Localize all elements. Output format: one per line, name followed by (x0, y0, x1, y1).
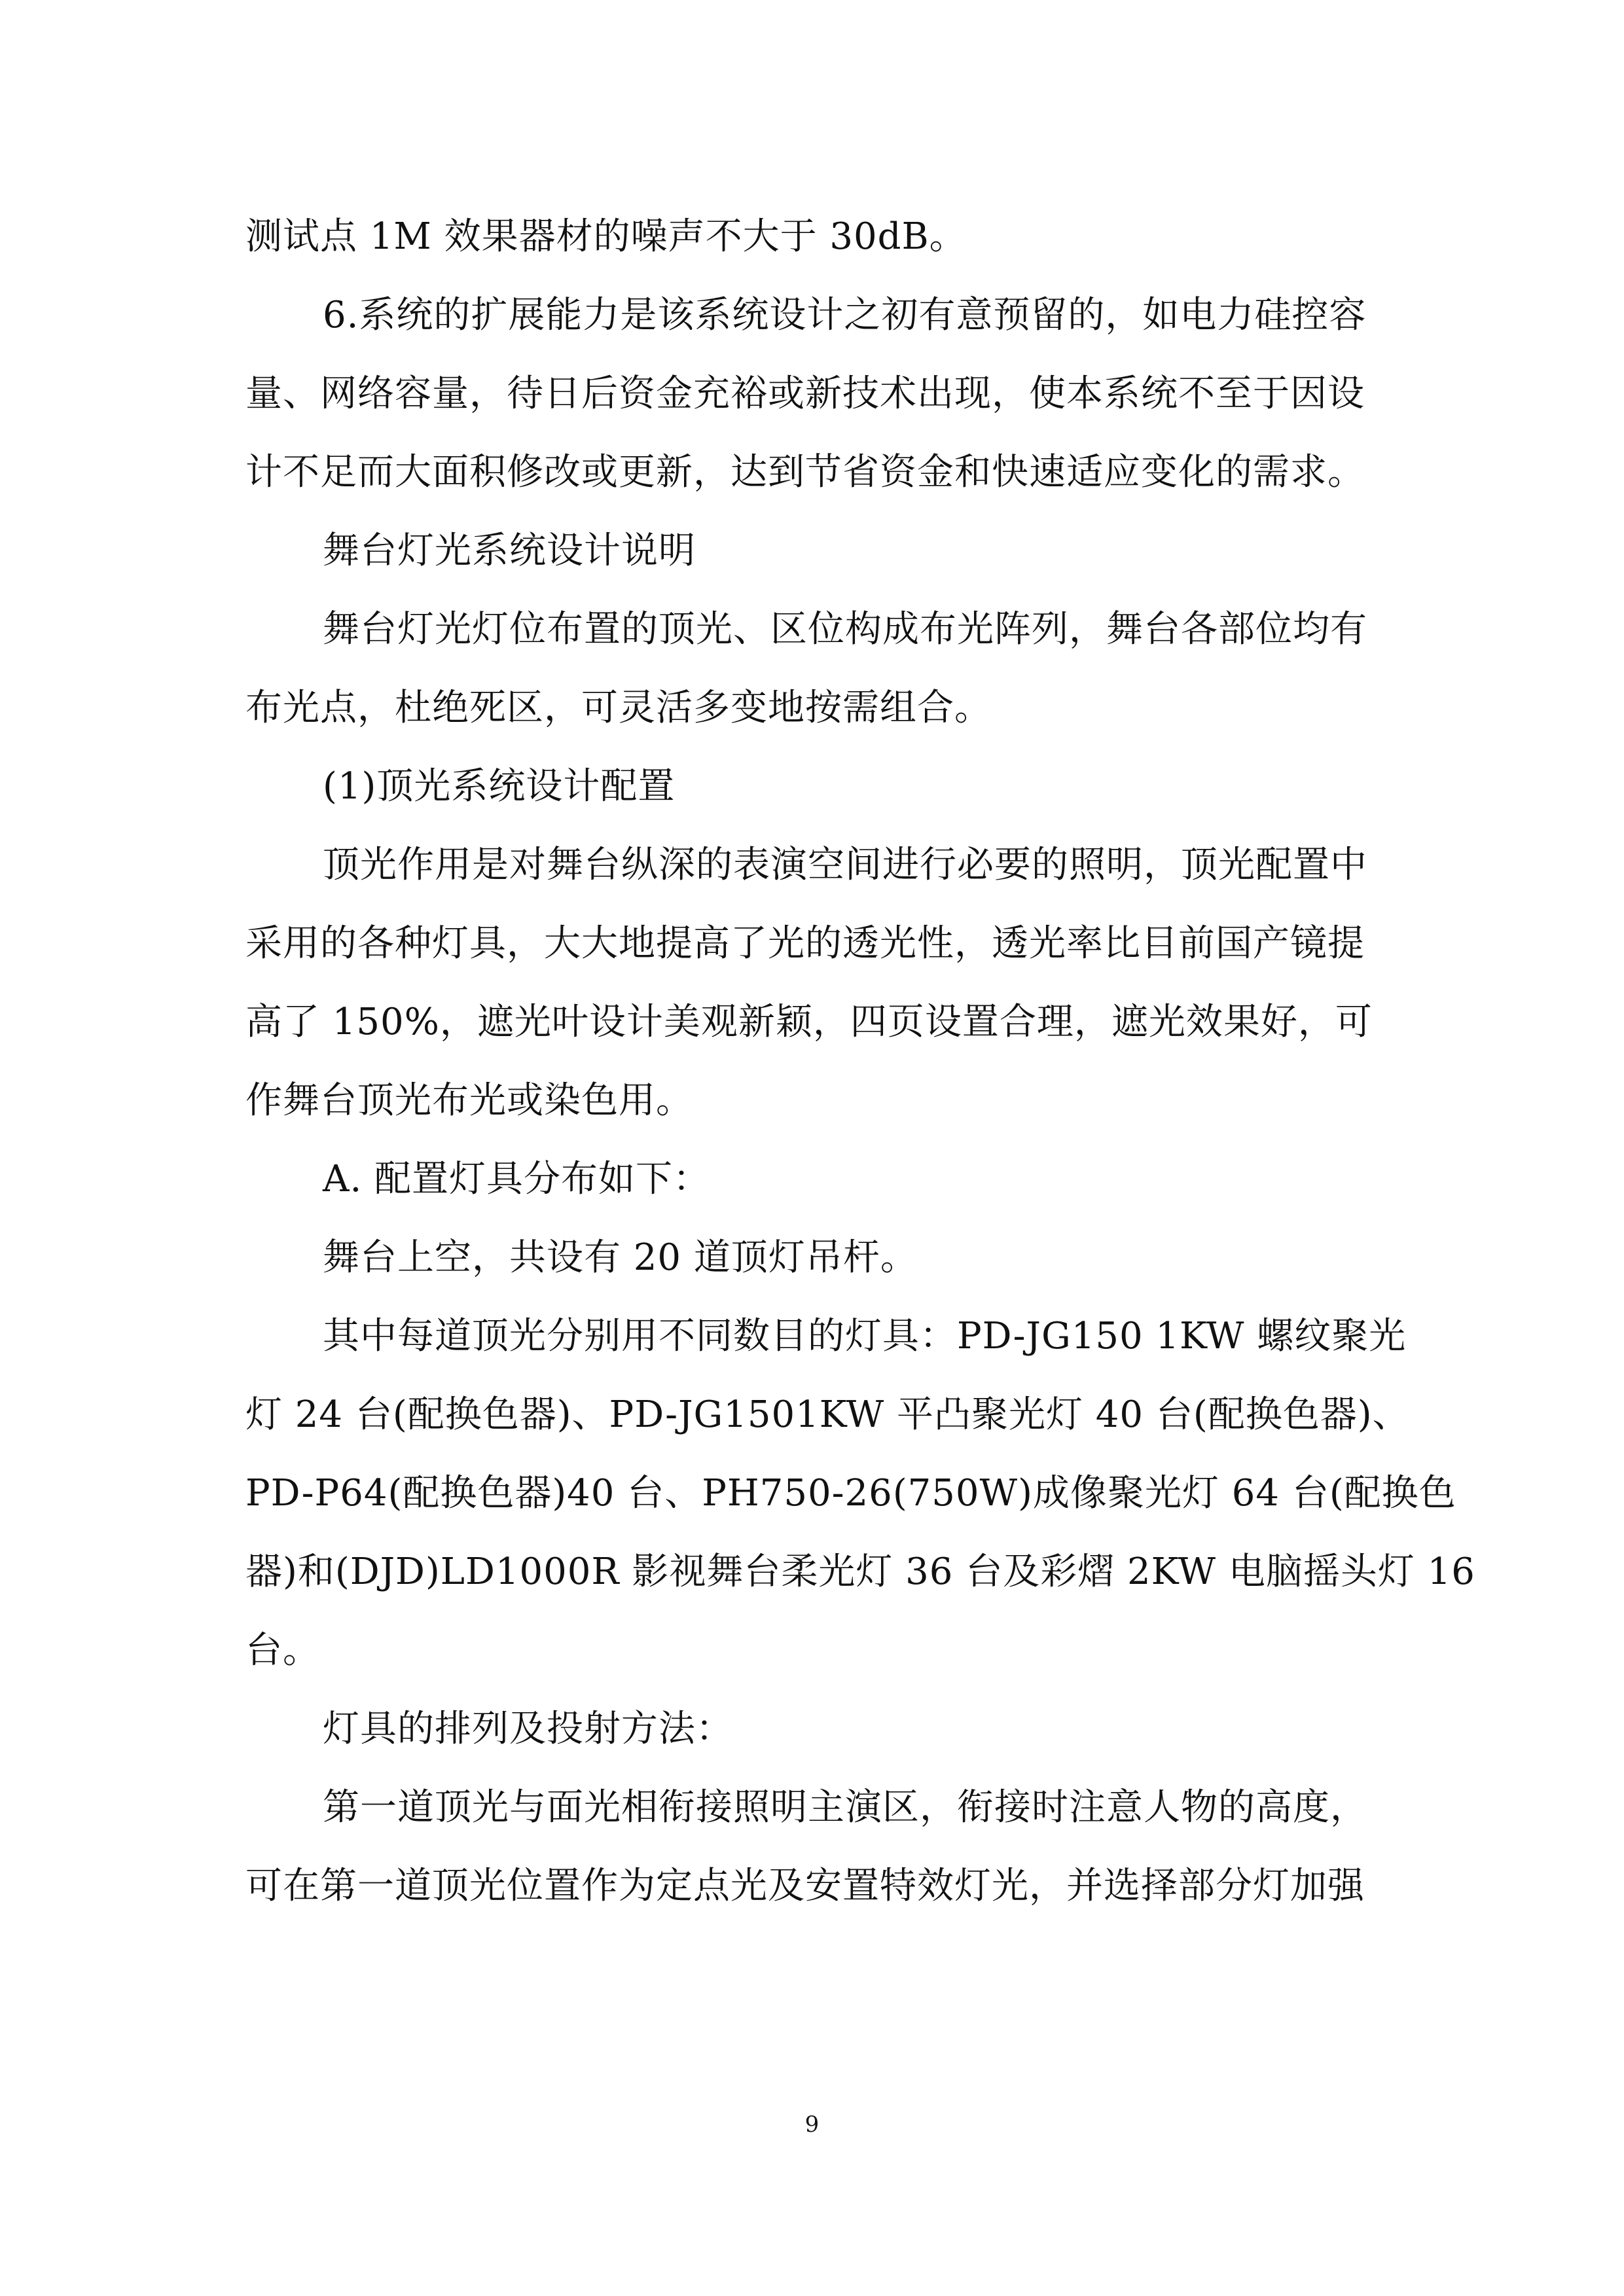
paragraph-line-2: 6.系统的扩展能力是该系统设计之初有意预留的，如电力硅控容 (323, 294, 1367, 336)
paragraph-line-9: 顶光作用是对舞台纵深的表演空间进行必要的照明，顶光配置中 (323, 844, 1367, 886)
paragraph-line-6: 舞台灯光灯位布置的顶光、区位构成布光阵列，舞台各部位均有 (323, 608, 1367, 651)
subheading-arrangement-method: 灯具的排列及投射方法： (323, 1708, 733, 1750)
paragraph-line-22: 可在第一道顶光位置作为定点光及安置特效灯光，并选择部分灯加强 (245, 1865, 1365, 1907)
section-heading-stage-lighting: 舞台灯光系统设计说明 (323, 529, 696, 572)
paragraph-line-11: 高了 150%，遮光叶设计美观新颖，四页设置合理，遮光效果好，可 (245, 1001, 1373, 1043)
subheading-fixture-distribution: A. 配置灯具分布如下： (323, 1158, 711, 1200)
paragraph-line-7: 布光点，杜绝死区，可灵活多变地按需组合。 (245, 687, 992, 729)
paragraph-line-16: 灯 24 台(配换色器)、PD-JG1501KW 平凸聚光灯 40 台(配换色器)、 (245, 1393, 1410, 1436)
paragraph-line-21: 第一道顶光与面光相衔接照明主演区，衔接时注意人物的高度， (323, 1786, 1367, 1829)
paragraph-line-3: 量、网络容量，待日后资金充裕或新技术出现，使本系统不至于因设 (245, 372, 1365, 415)
paragraph-line-14: 舞台上空，共设有 20 道顶灯吊杆。 (323, 1236, 918, 1279)
paragraph-line-10: 采用的各种灯具，大大地提高了光的透光性，透光率比目前国产镜提 (245, 922, 1365, 965)
paragraph-line-15: 其中每道顶光分别用不同数目的灯具：PD-JG150 1KW 螺纹聚光 (323, 1315, 1407, 1357)
paragraph-line-17: PD-P64(配换色器)40 台、PH750-26(750W)成像聚光灯 64 台(配换色 (245, 1472, 1456, 1515)
paragraph-line-12: 作舞台顶光布光或染色用。 (245, 1079, 693, 1122)
paragraph-line-4: 计不足而大面积修改或更新，达到节省资金和快速适应变化的需求。 (245, 451, 1365, 493)
subheading-top-light-config: (1)顶光系统设计配置 (323, 765, 676, 808)
paragraph-line-19: 台。 (245, 1629, 320, 1672)
paragraph-line-18: 器)和(DJD)LD1000R 影视舞台柔光灯 36 台及彩熠 2KW 电脑摇头灯 16 (245, 1551, 1475, 1593)
paragraph-line-1: 测试点 1M 效果器材的噪声不大于 30dB。 (245, 215, 967, 258)
page-number: 9 (804, 2111, 820, 2138)
